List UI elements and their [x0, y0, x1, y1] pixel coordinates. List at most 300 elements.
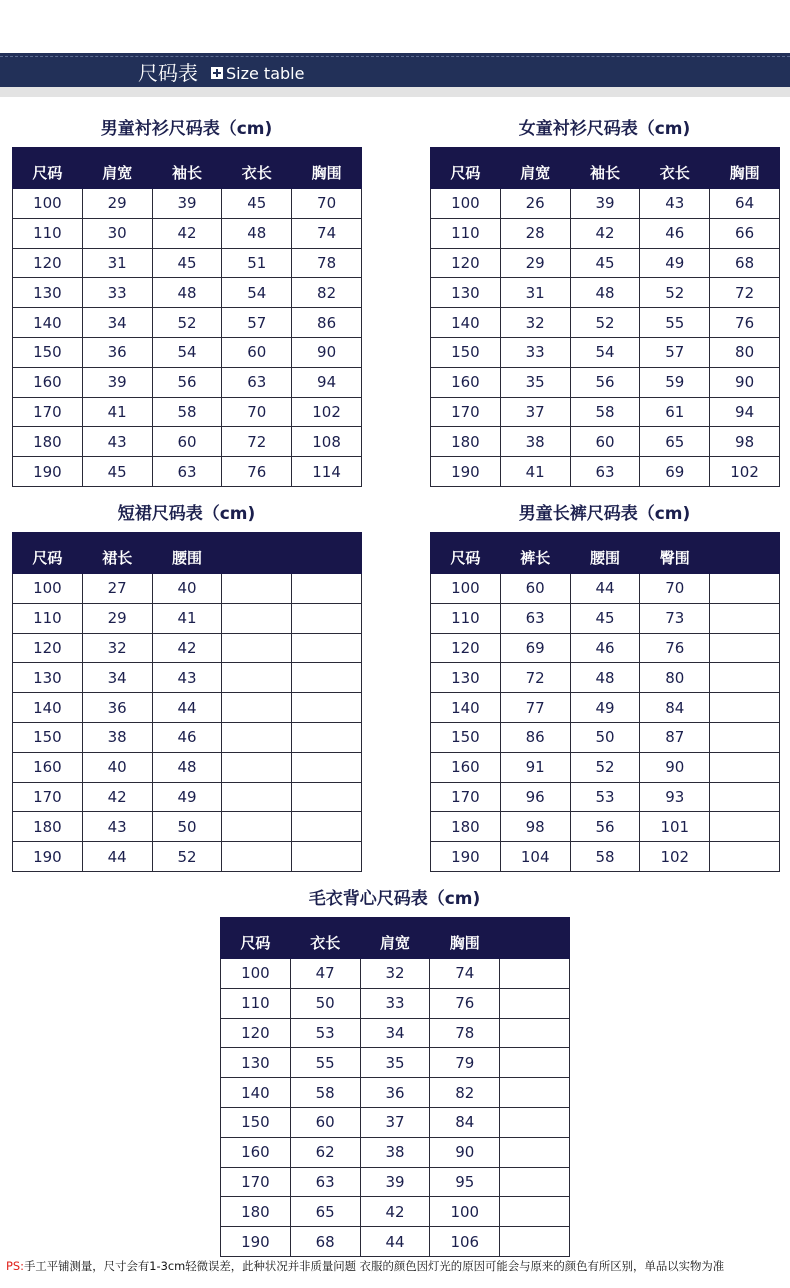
boys-shirt-size-table — [12, 147, 362, 487]
table-cell: 50 — [290, 988, 360, 1018]
table-cell: 66 — [710, 218, 780, 248]
table-header-row — [13, 533, 362, 574]
table-row — [13, 574, 362, 604]
table-cell — [710, 722, 780, 752]
table-header-cell: 肩宽 — [500, 148, 570, 189]
table-row — [13, 337, 362, 367]
table-title: 短裙尺码表（cm) — [117, 504, 256, 524]
table-row — [13, 812, 362, 842]
table-row — [221, 1048, 570, 1078]
table-row — [13, 367, 362, 397]
table-cell: 170 — [431, 782, 501, 812]
table-title: 男童长裤尺码表（cm) — [518, 504, 691, 524]
table-header-cell: 尺码 — [431, 148, 501, 189]
table-cell: 150 — [431, 337, 501, 367]
table-cell: 68 — [290, 1227, 360, 1257]
table-cell: 33 — [360, 988, 430, 1018]
table-row — [431, 457, 780, 487]
table-cell: 130 — [13, 663, 83, 693]
table-cell: 38 — [82, 722, 152, 752]
footer-note — [6, 1258, 786, 1274]
table-cell: 26 — [500, 189, 570, 219]
table-cell: 64 — [710, 189, 780, 219]
table-cell: 102 — [640, 842, 710, 872]
table-cell: 63 — [152, 457, 222, 487]
table-cell: 50 — [570, 722, 640, 752]
table-cell — [500, 988, 570, 1018]
table-cell: 29 — [82, 189, 152, 219]
footer-note-text: 手工平铺测量，尺寸会有1-3cm轻微误差，此种状况并非质量问题 衣服的颜色因灯光的原因可能会与原来的颜色有所区别，单品以实物为准 — [23, 1259, 725, 1273]
plus-icon — [211, 67, 223, 79]
table-cell: 98 — [500, 812, 570, 842]
table-cell: 95 — [430, 1167, 500, 1197]
table-cell — [710, 782, 780, 812]
table-row — [221, 959, 570, 989]
table-row — [13, 457, 362, 487]
table-cell: 63 — [500, 603, 570, 633]
table-cell: 61 — [640, 397, 710, 427]
table-cell: 44 — [152, 693, 222, 723]
table-row — [431, 603, 780, 633]
table-cell: 102 — [292, 397, 362, 427]
table-header-cell: 尺码 — [13, 148, 83, 189]
page-subtitle: Size table — [226, 64, 305, 83]
table-cell — [292, 812, 362, 842]
table-cell: 130 — [431, 278, 501, 308]
table-row — [13, 427, 362, 457]
table-header-cell: 裙长 — [82, 533, 152, 574]
table-cell: 180 — [13, 812, 83, 842]
table-header-cell: 衣长 — [222, 148, 292, 189]
table-header-row — [431, 148, 780, 189]
table-cell: 44 — [570, 574, 640, 604]
table-cell: 58 — [570, 842, 640, 872]
table-row — [13, 603, 362, 633]
table-cell: 60 — [500, 574, 570, 604]
table-header-cell: 腰围 — [570, 533, 640, 574]
table-header-row — [431, 533, 780, 574]
table-cell: 41 — [82, 397, 152, 427]
table-row — [431, 427, 780, 457]
ps-label: PS: — [6, 1259, 24, 1273]
table-cell: 48 — [222, 218, 292, 248]
table-cell: 72 — [710, 278, 780, 308]
table-cell: 31 — [500, 278, 570, 308]
table-cell: 120 — [13, 248, 83, 278]
table-cell: 98 — [710, 427, 780, 457]
table-cell: 52 — [152, 308, 222, 338]
table-cell: 108 — [292, 427, 362, 457]
table-cell — [292, 633, 362, 663]
table-cell: 57 — [640, 337, 710, 367]
table-cell: 190 — [431, 842, 501, 872]
table-cell: 29 — [82, 603, 152, 633]
table-cell: 160 — [13, 752, 83, 782]
table-cell: 120 — [431, 248, 501, 278]
table-cell — [710, 663, 780, 693]
table-cell: 49 — [152, 782, 222, 812]
table-cell: 94 — [292, 367, 362, 397]
table-row — [13, 722, 362, 752]
table-cell: 76 — [710, 308, 780, 338]
table-cell — [710, 752, 780, 782]
table-cell: 45 — [570, 603, 640, 633]
table-cell: 110 — [13, 603, 83, 633]
table-cell — [500, 1078, 570, 1108]
table-cell: 63 — [222, 367, 292, 397]
table-cell — [222, 722, 292, 752]
table-header-cell: 袖长 — [570, 148, 640, 189]
table-cell: 110 — [13, 218, 83, 248]
table-cell: 41 — [152, 603, 222, 633]
table-cell: 130 — [13, 278, 83, 308]
table-cell: 43 — [82, 812, 152, 842]
table-cell: 52 — [640, 278, 710, 308]
table-cell: 52 — [152, 842, 222, 872]
table-cell: 39 — [360, 1167, 430, 1197]
table-header-cell: 胸围 — [430, 918, 500, 959]
table-cell: 42 — [360, 1197, 430, 1227]
table-cell — [292, 603, 362, 633]
table-row — [431, 189, 780, 219]
table-row — [221, 1167, 570, 1197]
table-cell: 60 — [222, 337, 292, 367]
table-cell: 29 — [500, 248, 570, 278]
table-row — [221, 1197, 570, 1227]
table-cell: 46 — [570, 633, 640, 663]
table-cell — [500, 959, 570, 989]
table-cell: 36 — [82, 693, 152, 723]
table-cell: 150 — [13, 722, 83, 752]
page-title: 尺码表 — [138, 61, 198, 85]
table-cell: 53 — [290, 1018, 360, 1048]
table-header-cell: 尺码 — [431, 533, 501, 574]
table-cell: 53 — [570, 782, 640, 812]
table-row — [431, 397, 780, 427]
table-cell: 46 — [640, 218, 710, 248]
table-row — [13, 189, 362, 219]
table-cell: 39 — [570, 189, 640, 219]
table-cell: 31 — [82, 248, 152, 278]
table-cell: 36 — [82, 337, 152, 367]
table-cell: 82 — [430, 1078, 500, 1108]
sweater-vest-size-table — [220, 917, 570, 1257]
skirt-size-table — [12, 532, 362, 872]
table-cell: 56 — [570, 812, 640, 842]
table-cell: 48 — [570, 278, 640, 308]
table-cell — [292, 693, 362, 723]
table-cell — [292, 842, 362, 872]
table-row — [13, 752, 362, 782]
table-cell: 55 — [640, 308, 710, 338]
table-row — [13, 693, 362, 723]
table-cell — [500, 1197, 570, 1227]
table-cell: 49 — [640, 248, 710, 278]
banner-stitch-line — [0, 56, 790, 57]
table-header-cell: 肩宽 — [82, 148, 152, 189]
table-cell: 60 — [152, 427, 222, 457]
table-cell: 130 — [221, 1048, 291, 1078]
table-cell: 86 — [500, 722, 570, 752]
table-cell: 76 — [430, 988, 500, 1018]
table-cell — [222, 693, 292, 723]
table-cell: 72 — [500, 663, 570, 693]
table-row — [431, 722, 780, 752]
table-row — [13, 218, 362, 248]
table-cell: 120 — [13, 633, 83, 663]
table-cell: 102 — [710, 457, 780, 487]
table-cell: 43 — [152, 663, 222, 693]
table-cell: 33 — [82, 278, 152, 308]
table-cell: 27 — [82, 574, 152, 604]
table-row — [13, 633, 362, 663]
table-cell: 90 — [710, 367, 780, 397]
table-cell: 160 — [431, 752, 501, 782]
table-cell: 160 — [13, 367, 83, 397]
table-cell: 54 — [570, 337, 640, 367]
table-cell: 70 — [222, 397, 292, 427]
table-cell: 110 — [431, 218, 501, 248]
table-cell — [710, 812, 780, 842]
table-row — [221, 1137, 570, 1167]
table-cell — [222, 574, 292, 604]
table-cell: 160 — [431, 367, 501, 397]
table-cell: 44 — [82, 842, 152, 872]
table-cell: 100 — [431, 574, 501, 604]
table-cell: 39 — [152, 189, 222, 219]
table-cell: 101 — [640, 812, 710, 842]
table-row — [431, 842, 780, 872]
table-cell: 100 — [430, 1197, 500, 1227]
table-row — [431, 693, 780, 723]
table-cell: 180 — [431, 427, 501, 457]
table-row — [431, 812, 780, 842]
table-header-cell: 胸围 — [292, 148, 362, 189]
table-cell: 40 — [152, 574, 222, 604]
table-header-cell: 胸围 — [710, 148, 780, 189]
table-cell: 170 — [431, 397, 501, 427]
table-cell: 42 — [152, 218, 222, 248]
table-cell: 76 — [222, 457, 292, 487]
table-cell: 55 — [290, 1048, 360, 1078]
table-cell: 58 — [570, 397, 640, 427]
table-row — [431, 633, 780, 663]
table-cell: 44 — [360, 1227, 430, 1257]
table-header-cell — [222, 533, 292, 574]
table-cell: 140 — [431, 308, 501, 338]
table-cell: 63 — [570, 457, 640, 487]
table-header-cell — [710, 533, 780, 574]
table-cell: 100 — [431, 189, 501, 219]
table-cell: 72 — [222, 427, 292, 457]
table-cell — [292, 663, 362, 693]
table-cell: 140 — [13, 693, 83, 723]
table-cell: 110 — [221, 988, 291, 1018]
table-cell: 45 — [152, 248, 222, 278]
table-cell: 33 — [500, 337, 570, 367]
table-cell: 90 — [292, 337, 362, 367]
table-cell: 51 — [222, 248, 292, 278]
table-cell — [500, 1018, 570, 1048]
table-cell: 150 — [431, 722, 501, 752]
table-cell — [710, 842, 780, 872]
table-row — [13, 663, 362, 693]
table-row — [431, 278, 780, 308]
table-cell: 45 — [82, 457, 152, 487]
table-cell — [500, 1167, 570, 1197]
table-cell: 150 — [221, 1107, 291, 1137]
table-cell: 140 — [221, 1078, 291, 1108]
table-header-cell: 腰围 — [152, 533, 222, 574]
table-cell: 52 — [570, 308, 640, 338]
table-cell: 104 — [500, 842, 570, 872]
table-cell: 120 — [431, 633, 501, 663]
table-cell: 48 — [570, 663, 640, 693]
table-cell: 100 — [13, 189, 83, 219]
table-cell: 42 — [82, 782, 152, 812]
table-cell: 54 — [152, 337, 222, 367]
table-cell: 47 — [290, 959, 360, 989]
table-cell — [292, 752, 362, 782]
banner-shadow — [0, 87, 790, 97]
table-row — [431, 752, 780, 782]
table-cell: 69 — [500, 633, 570, 663]
table-cell: 170 — [13, 397, 83, 427]
table-cell: 70 — [292, 189, 362, 219]
table-cell: 48 — [152, 278, 222, 308]
table-cell: 36 — [360, 1078, 430, 1108]
table-cell — [222, 752, 292, 782]
table-cell: 170 — [13, 782, 83, 812]
table-header-row — [13, 148, 362, 189]
table-cell: 170 — [221, 1167, 291, 1197]
table-cell: 190 — [13, 842, 83, 872]
table-cell: 69 — [640, 457, 710, 487]
table-cell: 58 — [290, 1078, 360, 1108]
table-header-cell: 裤长 — [500, 533, 570, 574]
table-cell: 74 — [292, 218, 362, 248]
table-header-cell: 衣长 — [290, 918, 360, 959]
table-cell: 106 — [430, 1227, 500, 1257]
table-header-cell — [500, 918, 570, 959]
table-row — [221, 1227, 570, 1257]
table-cell: 180 — [221, 1197, 291, 1227]
table-title: 男童衬衫尺码表（cm) — [100, 119, 273, 139]
table-cell: 140 — [431, 693, 501, 723]
table-cell: 78 — [292, 248, 362, 278]
table-row — [431, 782, 780, 812]
table-cell: 57 — [222, 308, 292, 338]
table-cell: 68 — [710, 248, 780, 278]
table-cell: 41 — [500, 457, 570, 487]
table-cell: 35 — [360, 1048, 430, 1078]
table-cell: 42 — [570, 218, 640, 248]
table-cell — [292, 722, 362, 752]
table-row — [13, 842, 362, 872]
table-cell: 180 — [431, 812, 501, 842]
table-cell: 45 — [570, 248, 640, 278]
table-cell: 50 — [152, 812, 222, 842]
table-row — [13, 308, 362, 338]
table-header-cell — [292, 533, 362, 574]
table-row — [221, 1018, 570, 1048]
table-cell — [500, 1107, 570, 1137]
table-cell: 59 — [640, 367, 710, 397]
table-cell: 45 — [222, 189, 292, 219]
girls-shirt-size-table — [430, 147, 780, 487]
table-cell: 48 — [152, 752, 222, 782]
table-cell — [222, 663, 292, 693]
table-cell: 74 — [430, 959, 500, 989]
table-cell: 34 — [82, 663, 152, 693]
table-cell: 86 — [292, 308, 362, 338]
header-banner — [0, 53, 790, 87]
table-cell: 100 — [221, 959, 291, 989]
table-cell: 82 — [292, 278, 362, 308]
table-row — [13, 278, 362, 308]
table-cell: 63 — [290, 1167, 360, 1197]
table-cell: 190 — [221, 1227, 291, 1257]
table-cell: 78 — [430, 1018, 500, 1048]
table-row — [13, 782, 362, 812]
table-header-cell: 尺码 — [221, 918, 291, 959]
table-cell: 65 — [290, 1197, 360, 1227]
table-row — [431, 308, 780, 338]
table-cell — [710, 693, 780, 723]
table-cell: 32 — [500, 308, 570, 338]
table-cell: 80 — [710, 337, 780, 367]
table-header-row — [221, 918, 570, 959]
table-cell: 65 — [640, 427, 710, 457]
table-cell: 114 — [292, 457, 362, 487]
table-cell: 70 — [640, 574, 710, 604]
table-cell: 84 — [640, 693, 710, 723]
table-cell — [222, 633, 292, 663]
table-title: 毛衣背心尺码表（cm) — [308, 889, 481, 909]
table-cell: 76 — [640, 633, 710, 663]
table-cell: 54 — [222, 278, 292, 308]
table-cell: 80 — [640, 663, 710, 693]
table-title: 女童衬衫尺码表（cm) — [518, 119, 691, 139]
table-cell: 42 — [152, 633, 222, 663]
table-header-cell: 尺码 — [13, 533, 83, 574]
table-cell — [222, 812, 292, 842]
table-cell: 73 — [640, 603, 710, 633]
table-cell: 62 — [290, 1137, 360, 1167]
table-row — [431, 367, 780, 397]
table-cell: 34 — [360, 1018, 430, 1048]
table-cell: 49 — [570, 693, 640, 723]
table-cell: 140 — [13, 308, 83, 338]
table-cell: 58 — [152, 397, 222, 427]
table-row — [431, 574, 780, 604]
table-cell — [500, 1137, 570, 1167]
boys-pants-size-table — [430, 532, 780, 872]
table-cell: 79 — [430, 1048, 500, 1078]
table-cell — [500, 1227, 570, 1257]
table-cell — [710, 633, 780, 663]
table-cell: 150 — [13, 337, 83, 367]
table-cell: 43 — [640, 189, 710, 219]
table-cell: 94 — [710, 397, 780, 427]
table-cell: 90 — [430, 1137, 500, 1167]
table-cell: 96 — [500, 782, 570, 812]
table-header-cell: 臀围 — [640, 533, 710, 574]
table-header-cell: 衣长 — [640, 148, 710, 189]
table-cell: 35 — [500, 367, 570, 397]
table-row — [431, 337, 780, 367]
table-cell — [292, 782, 362, 812]
